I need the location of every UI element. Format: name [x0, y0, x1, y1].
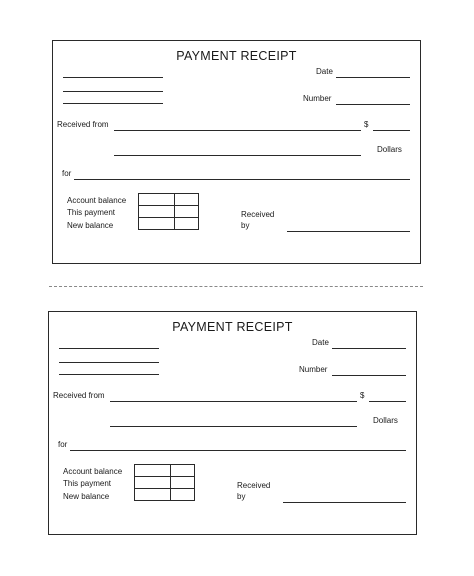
new-balance-cents-cell[interactable] — [171, 489, 195, 501]
receipt-title: PAYMENT RECEIPT — [176, 49, 297, 63]
this-payment-label: This payment — [63, 479, 112, 488]
number-field[interactable] — [332, 375, 406, 376]
account-balance-cents-cell[interactable] — [175, 194, 199, 206]
for-field[interactable] — [70, 450, 406, 451]
account-balance-row — [139, 194, 199, 206]
this-payment-dollars-cell[interactable] — [139, 206, 175, 218]
amount-field[interactable] — [373, 130, 410, 131]
new-balance-row — [139, 218, 199, 230]
received-label: Received — [241, 210, 275, 219]
this-payment-row — [135, 477, 195, 489]
date-field[interactable] — [332, 348, 406, 349]
account-balance-dollars-cell[interactable] — [139, 194, 175, 206]
balance-table — [138, 193, 199, 230]
receipt-title: PAYMENT RECEIPT — [172, 320, 293, 334]
address-line-1[interactable] — [63, 77, 163, 78]
for-field[interactable] — [74, 179, 410, 180]
received-from-field[interactable] — [114, 130, 361, 131]
this-payment-cents-cell[interactable] — [171, 477, 195, 489]
currency-label: $ — [364, 120, 369, 129]
new-balance-row — [135, 489, 195, 501]
for-label: for — [58, 440, 68, 449]
received-by-field[interactable] — [283, 502, 406, 503]
date-label: Date — [316, 67, 333, 76]
by-label: by — [241, 221, 250, 230]
new-balance-dollars-cell[interactable] — [135, 489, 171, 501]
account-balance-label: Account balance — [63, 467, 123, 476]
by-label: by — [237, 492, 246, 501]
received-from-field[interactable] — [110, 401, 357, 402]
payment-receipt-form — [52, 40, 421, 264]
payment-receipt-form — [48, 311, 417, 535]
amount-field[interactable] — [369, 401, 406, 402]
balance-table — [134, 464, 195, 501]
amount-in-words-field[interactable] — [114, 155, 361, 156]
account-balance-row — [135, 465, 195, 477]
received-from-label: Received from — [53, 391, 105, 400]
address-line-1[interactable] — [59, 348, 159, 349]
currency-label: $ — [360, 391, 365, 400]
amount-in-words-field[interactable] — [110, 426, 357, 427]
number-label: Number — [303, 94, 332, 103]
address-line-3[interactable] — [59, 374, 159, 375]
received-by-field[interactable] — [287, 231, 410, 232]
new-balance-label: New balance — [63, 492, 110, 501]
date-field[interactable] — [336, 77, 410, 78]
new-balance-cents-cell[interactable] — [175, 218, 199, 230]
account-balance-cents-cell[interactable] — [171, 465, 195, 477]
cut-line-divider — [49, 286, 423, 287]
date-label: Date — [312, 338, 329, 347]
address-line-2[interactable] — [63, 91, 163, 92]
number-field[interactable] — [336, 104, 410, 105]
this-payment-label: This payment — [67, 208, 116, 217]
number-label: Number — [299, 365, 328, 374]
this-payment-row — [139, 206, 199, 218]
new-balance-dollars-cell[interactable] — [139, 218, 175, 230]
this-payment-dollars-cell[interactable] — [135, 477, 171, 489]
account-balance-label: Account balance — [67, 196, 127, 205]
received-from-label: Received from — [57, 120, 109, 129]
address-line-2[interactable] — [59, 362, 159, 363]
address-line-3[interactable] — [63, 103, 163, 104]
new-balance-label: New balance — [67, 221, 114, 230]
this-payment-cents-cell[interactable] — [175, 206, 199, 218]
account-balance-dollars-cell[interactable] — [135, 465, 171, 477]
dollars-label: Dollars — [373, 416, 398, 425]
dollars-label: Dollars — [377, 145, 402, 154]
received-label: Received — [237, 481, 271, 490]
for-label: for — [62, 169, 72, 178]
